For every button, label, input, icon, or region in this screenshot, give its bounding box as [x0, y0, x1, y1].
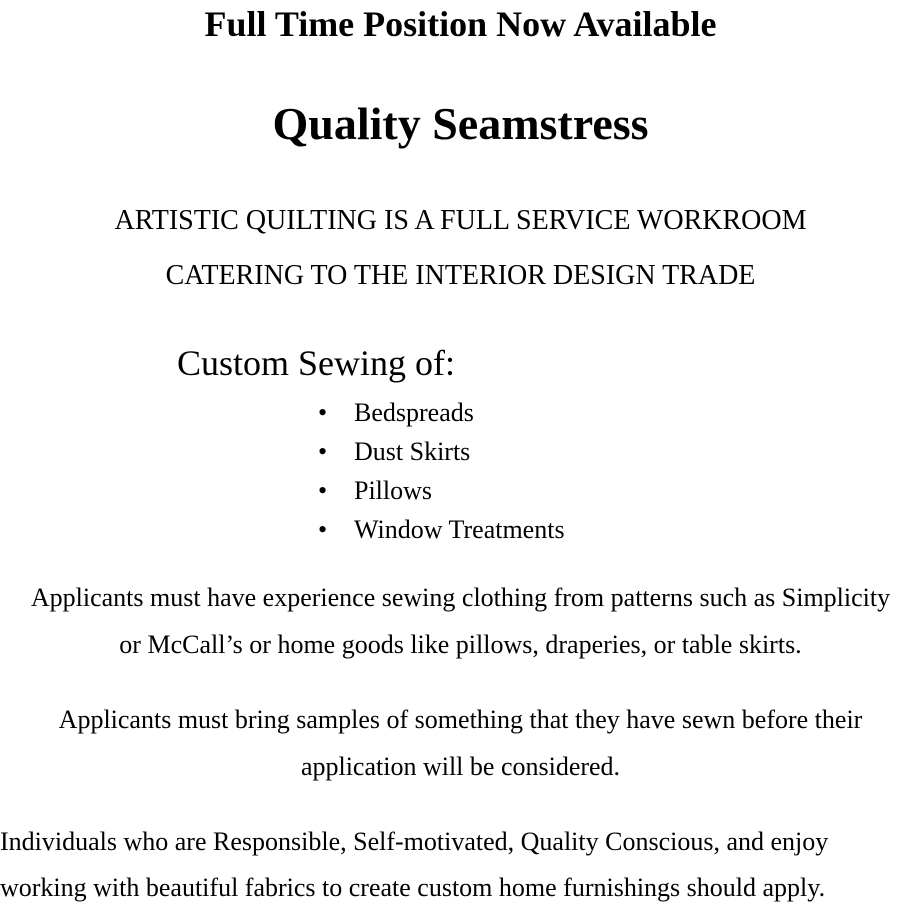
services-heading: Custom Sewing of: — [177, 343, 456, 383]
bullet-icon: • — [318, 515, 328, 544]
list-item — [318, 393, 565, 432]
headline: Full Time Position Now Available — [204, 4, 717, 44]
job-title: Quality Seamstress — [272, 98, 649, 149]
service-label-dust-skirts: Dust Skirts — [354, 437, 471, 466]
qualities-line-1: Individuals who are Responsible, Self-motivated, Quality Conscious, and enjoy — [0, 827, 829, 856]
experience-requirement-line-1: Applicants must have experience sewing clothing from patterns such as Simplicity — [30, 583, 891, 612]
bullet-icon: • — [318, 398, 328, 427]
company-description-line-2: CATERING TO THE INTERIOR DESIGN TRADE — [165, 260, 756, 291]
services-list — [318, 393, 565, 549]
list-item — [318, 432, 565, 471]
service-label-bedspreads: Bedspreads — [354, 398, 474, 427]
bullet-icon: • — [318, 437, 328, 466]
samples-requirement-line-2: application will be considered. — [300, 752, 621, 781]
service-label-pillows: Pillows — [354, 476, 433, 505]
list-item — [318, 510, 565, 549]
bullet-icon: • — [318, 476, 328, 505]
experience-requirement-line-2: or McCall’s or home goods like pillows, draperies, or table skirts. — [119, 630, 802, 659]
list-item — [318, 471, 565, 510]
qualities-line-2: working with beautiful fabrics to create custom home furnishings should apply. — [0, 873, 826, 902]
company-description-line-1: ARTISTIC QUILTING IS A FULL SERVICE WORKROOM — [114, 205, 807, 236]
samples-requirement-line-1: Applicants must bring samples of something that they have sewn before their — [58, 705, 863, 734]
service-label-window-treatments: Window Treatments — [354, 515, 565, 544]
